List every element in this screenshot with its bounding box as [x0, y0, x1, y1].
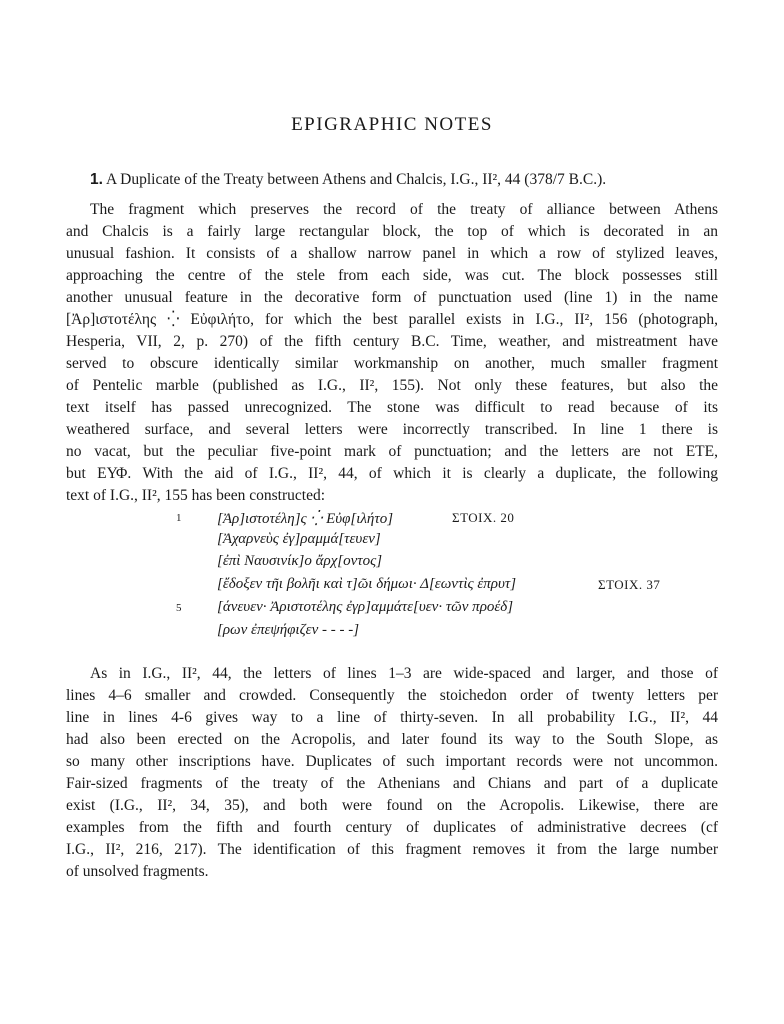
paragraph-1: [66, 199, 718, 507]
stoichedon-note: ΣΤΟΙΧ. 20: [452, 510, 515, 525]
text-line: [Ἀρ]ιστοτέλης ⁛ Εὐφιλήτο, for which the best parallel exists in I.G., II², 156 (photograph,: [66, 311, 718, 328]
text-line: another unusual feature in the decorative form of punctuation used (line 1) in the name: [66, 289, 718, 306]
inscription-line: [0, 622, 784, 646]
text-line: exist (I.G., II², 34, 35), and both were found on the Acropolis. Likewise, there are: [66, 797, 718, 814]
inscription-line-text: [ἐπὶ Ναυσινίκ]ο ἄρχ[οντος]: [217, 553, 383, 569]
text-line: As in I.G., II², 44, the letters of lines 1–3 are wide-spaced and larger, and those of: [90, 665, 718, 682]
section-number: 1.: [90, 171, 103, 188]
section-heading: [90, 171, 730, 189]
inscription-line: [0, 509, 784, 533]
inscription-line-text: [άνευεν· Ἀριστοτέλης ἐγρ]αμμάτε[υεν· τῶν προέδ]: [217, 599, 514, 615]
inscription-line-text: [ρων ἐπεψήφιζεν - - - -]: [217, 622, 360, 638]
line-number: 1: [176, 512, 182, 524]
section-title: A Duplicate of the Treaty between Athens and Chalcis, I.G., II², 44 (378/7 B.C.).: [105, 171, 607, 188]
inscription-line-text: [Ἀρ]ιστοτέλη]ς ⁛ Εὐφ[ιλήτο]: [217, 511, 394, 527]
text-line: unusual fashion. It consists of a shallow narrow panel in which a row of stylized leaves,: [66, 245, 718, 262]
inscription-line: [0, 599, 784, 623]
text-line: of Pentelic marble (published as I.G., II², 155). Not only these features, but also the: [66, 377, 718, 394]
text-line: text of I.G., II², 155 has been constructed:: [66, 487, 326, 504]
text-line: Fair-sized fragments of the treaty of the Athenians and Chians and part of a duplicate: [66, 775, 718, 792]
text-line: served to obscure identically similar workmanship on another, much smaller fragment: [66, 355, 718, 372]
text-line: lines 4–6 smaller and crowded. Consequently the stoichedon order of twenty letters per: [66, 687, 718, 704]
text-line: text itself has passed unrecognized. The stone was difficult to read because of its: [66, 399, 718, 416]
line-number: 5: [176, 602, 182, 614]
text-line: line in lines 4-6 gives way to a line of thirty-seven. In all probability I.G., II², 44: [66, 709, 718, 726]
text-line: no vacat, but the peculiar five-point mark of punctuation; and the letters are not ETE,: [66, 443, 718, 460]
text-line: examples from the fifth and fourth century of duplicates of administrative decrees (cf: [66, 819, 718, 836]
inscription-line-text: [Ἀχαρνεὺς ἐγ]ραμμά[τευεν]: [217, 531, 381, 547]
text-line: approaching the centre of the stele from each side, was cut. The block possesses still: [66, 267, 718, 284]
inscription-line: [0, 576, 784, 600]
page-title: EPIGRAPHIC NOTES: [291, 114, 493, 135]
text-line: but ΕΥΦ. With the aid of I.G., II², 44, of which it is clearly a duplicate, the following: [66, 465, 718, 482]
text-line: I.G., II², 216, 217). The identification of this fragment removes it from the large number: [66, 841, 718, 858]
text-line: and Chalcis is a fairly large rectangular block, the top of which is decorated in an: [66, 223, 718, 240]
text-line: The fragment which preserves the record of the treaty of alliance between Athens: [90, 201, 718, 218]
inscription-line-text: [ἔδοξεν τῆι βολῆι καὶ τ]ῶι δήμωι· Δ[εωντὶς ἐπρυτ]: [217, 576, 517, 592]
inscription-line: [0, 553, 784, 577]
stoichedon-note: ΣΤΟΙΧ. 37: [598, 577, 661, 592]
text-line: of unsolved fragments.: [66, 863, 209, 880]
paragraph-2: [66, 663, 718, 883]
text-line: Hesperia, VII, 2, p. 270) of the fifth century B.C. Time, weather, and mistreatment have: [66, 333, 718, 350]
text-line: so many other inscriptions have. Duplicates of such important records were not uncommon.: [66, 753, 718, 770]
text-line: had also been erected on the Acropolis, and later found its way to the South Slope, as: [66, 731, 718, 748]
text-line: weathered surface, and several letters were incorrectly transcribed. In line 1 there is: [66, 421, 718, 438]
inscription-line: [0, 531, 784, 555]
